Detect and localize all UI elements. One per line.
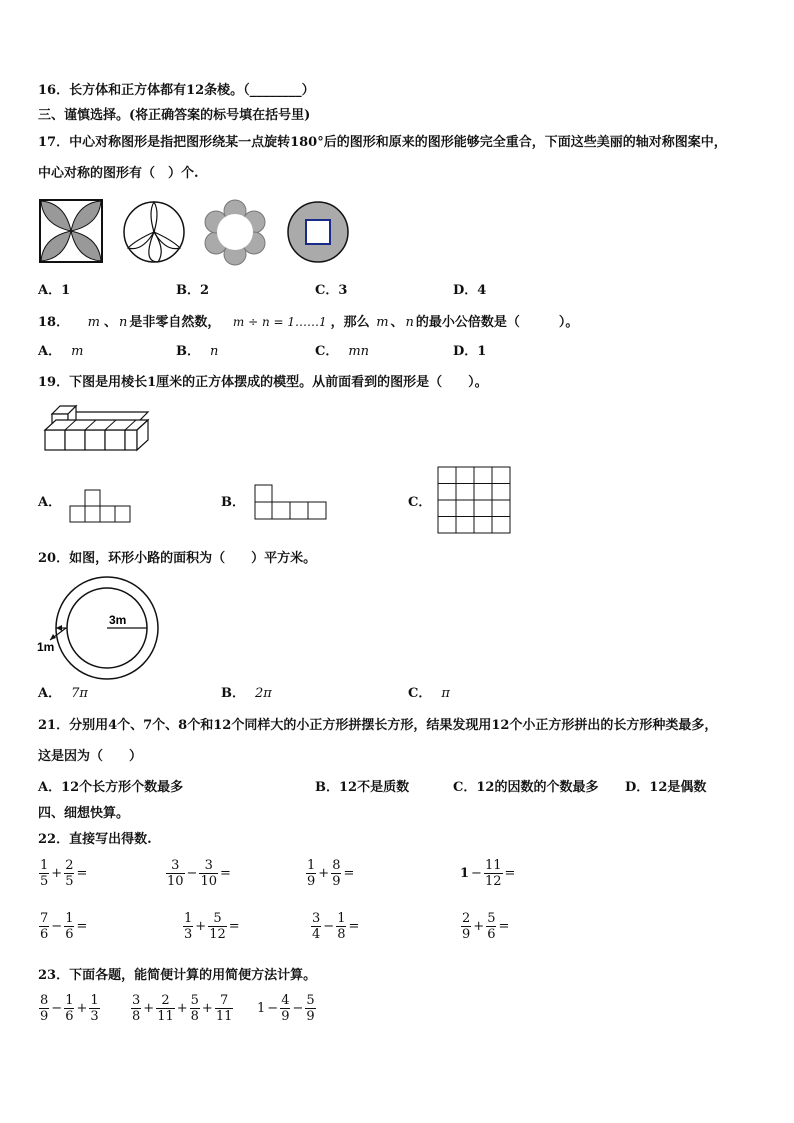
denominator: 9 — [306, 1009, 315, 1024]
numerator: 1 — [65, 993, 74, 1008]
operator: − — [323, 919, 335, 934]
operator: = — [76, 919, 88, 934]
fraction — [131, 993, 141, 1024]
numerator: 7 — [40, 911, 49, 926]
q23-expression-3 — [256, 993, 317, 1024]
section-4-heading: 四、细想快算。 — [38, 806, 130, 821]
denominator: 12 — [209, 927, 226, 942]
operator: = — [504, 866, 516, 881]
denominator: 3 — [90, 1009, 99, 1024]
denominator: 9 — [462, 927, 471, 942]
denominator: 9 — [307, 874, 316, 889]
q17-option-b[interactable]: B．2 — [176, 283, 210, 298]
denominator: 6 — [65, 927, 74, 942]
numerator: 11 — [484, 858, 502, 873]
numerator: 5 — [190, 993, 199, 1008]
q19-option-c[interactable]: C． — [408, 495, 432, 510]
denominator: 3 — [184, 927, 193, 942]
denominator: 9 — [281, 1009, 290, 1024]
operator: = — [220, 866, 231, 881]
q17-option-a[interactable]: A．1 — [38, 283, 71, 298]
denominator: 5 — [65, 874, 74, 889]
section-3-heading: 三、谨慎选择。(将正确答案的标号填在括号里) — [38, 108, 311, 123]
operator: = — [228, 919, 240, 934]
numerator: 1 — [307, 858, 316, 873]
q22-expression-1 — [38, 858, 88, 889]
operator: = — [76, 866, 88, 881]
numerator: 8 — [332, 858, 341, 873]
denominator: 4 — [312, 927, 321, 942]
denominator: 9 — [332, 874, 341, 889]
fraction — [306, 858, 316, 889]
question-18: 18． m 、 n 是非零自然数， m ÷ n = 1……1 ，那么 m 、 n 的最小公倍数是（ ）。 — [38, 315, 579, 330]
q20-option-a[interactable]: A． 7π — [38, 686, 88, 701]
operator: + — [143, 1001, 155, 1016]
q17-option-c[interactable]: C．3 — [315, 283, 348, 298]
denominator: 8 — [337, 927, 346, 942]
operator: − — [267, 1001, 279, 1016]
denominator: 8 — [132, 1009, 141, 1024]
denominator: 6 — [487, 927, 496, 942]
fraction — [39, 993, 49, 1024]
numerator: 7 — [215, 993, 234, 1009]
operator: − — [51, 919, 63, 934]
fraction — [166, 858, 185, 889]
question-17-line2: 中心对称的图形有（ ）个. — [38, 166, 199, 181]
operator: − — [292, 1001, 304, 1016]
q18-option-d[interactable]: D．1 — [453, 344, 487, 359]
question-22: 22．直接写出得数. — [38, 832, 152, 847]
operator: + — [195, 919, 207, 934]
fraction — [311, 911, 321, 942]
denominator: 6 — [40, 927, 49, 942]
fraction — [484, 858, 503, 889]
q22-expression-8 — [460, 911, 510, 942]
q20-option-b[interactable]: B． 2π — [221, 686, 272, 701]
operator: = — [348, 919, 360, 934]
q17-figure-1 — [39, 199, 103, 263]
numerator: 3 — [166, 858, 185, 874]
q21-option-d[interactable]: D．12是偶数 — [625, 780, 707, 795]
operator: − — [51, 1001, 63, 1016]
fraction — [190, 993, 200, 1024]
operator: = — [498, 919, 510, 934]
q21-option-a[interactable]: A．12个长方形个数最多 — [38, 780, 184, 795]
question-16: 16．长方体和正方体都有12条棱。（________） — [38, 83, 315, 98]
fraction — [39, 858, 49, 889]
denominator: 12 — [484, 874, 502, 889]
operator: + — [176, 1001, 188, 1016]
denominator: 8 — [190, 1009, 199, 1024]
denominator: 11 — [215, 1009, 233, 1024]
numerator: 3 — [199, 858, 218, 874]
q19-cube-model — [42, 404, 152, 452]
fraction — [199, 858, 218, 889]
numerator: 3 — [132, 993, 141, 1008]
operator: − — [471, 866, 482, 881]
fraction — [64, 993, 74, 1024]
fraction — [486, 911, 496, 942]
fraction — [156, 993, 175, 1024]
fraction — [64, 911, 74, 942]
numerator: 8 — [40, 993, 49, 1008]
q23-expression-1 — [38, 993, 101, 1024]
q22-expression-5 — [38, 911, 88, 942]
numerator: 2 — [156, 993, 175, 1009]
denominator: 10 — [167, 874, 184, 889]
fraction — [39, 911, 49, 942]
numerator: 1 — [40, 858, 49, 873]
q19-option-c-figure — [437, 466, 511, 534]
q17-figure-3 — [203, 200, 267, 264]
q18-option-a[interactable]: A． m — [38, 344, 84, 359]
fraction — [331, 858, 341, 889]
q19-option-a[interactable]: A． — [38, 495, 62, 510]
numerator: 2 — [462, 911, 471, 926]
operator: + — [318, 866, 330, 881]
operator: + — [473, 919, 485, 934]
q17-figure-2 — [122, 200, 186, 264]
denominator: 6 — [65, 1009, 74, 1024]
q20-inner-radius-label: 3m — [109, 613, 127, 627]
operator: − — [186, 866, 198, 881]
denominator: 5 — [40, 874, 49, 889]
question-17-line1: 17．中心对称图形是指把图形绕某一点旋转180°后的图形和原来的图形能够完全重合，下面这些美丽的轴对称图案中， — [38, 135, 727, 150]
q22-expression-3 — [305, 858, 355, 889]
q19-option-b[interactable]: B． — [221, 495, 245, 510]
question-21-line2: 这是因为（ ） — [38, 749, 143, 764]
q17-option-d[interactable]: D．4 — [453, 283, 487, 298]
operator: 1 — [257, 1001, 266, 1016]
q20-ring-figure — [36, 576, 160, 684]
denominator: 9 — [40, 1009, 49, 1024]
numerator: 4 — [281, 993, 290, 1008]
numerator: 1 — [65, 911, 74, 926]
numerator: 3 — [312, 911, 321, 926]
operator: + — [201, 1001, 213, 1016]
question-20: 20．如图，环形小路的面积为（ ）平方米。 — [38, 551, 317, 566]
q21-option-c[interactable]: C．12的因数的个数最多 — [453, 780, 599, 795]
q22-expression-7 — [310, 911, 360, 942]
fraction — [215, 993, 234, 1024]
fraction — [336, 911, 346, 942]
q22-expression-6 — [182, 911, 241, 942]
operator: + — [76, 1001, 88, 1016]
q19-option-b-figure — [254, 484, 330, 522]
operator: = — [343, 866, 355, 881]
q22-expression-2 — [165, 858, 232, 889]
operator: + — [51, 866, 63, 881]
operator: 1 — [460, 866, 470, 881]
q23-expression-2 — [130, 993, 234, 1024]
question-19: 19．下图是用棱长1厘米的正方体摆成的模型。从前面看到的图形是（ ）。 — [38, 375, 488, 390]
fraction — [183, 911, 193, 942]
fraction — [64, 858, 74, 889]
fraction — [208, 911, 227, 942]
q20-option-c[interactable]: C． π — [408, 686, 450, 701]
numerator: 5 — [306, 993, 315, 1008]
fraction — [305, 993, 315, 1024]
numerator: 1 — [337, 911, 346, 926]
q21-option-b[interactable]: B．12不是质数 — [315, 780, 410, 795]
numerator: 5 — [208, 911, 227, 927]
numerator: 1 — [90, 993, 99, 1008]
q20-ring-width-label: 1m — [37, 640, 55, 654]
fraction — [89, 993, 99, 1024]
q22-expression-4 — [459, 858, 516, 889]
denominator: 10 — [200, 874, 217, 889]
numerator: 5 — [487, 911, 496, 926]
q18-option-b[interactable]: B． n — [176, 344, 219, 359]
fraction — [280, 993, 290, 1024]
question-21-line1: 21．分别用4个、7个、8个和12个同样大的小正方形拼摆长方形，结果发现用12个小正方形拼出的长方形种类最多， — [38, 718, 718, 733]
numerator: 2 — [65, 858, 74, 873]
fraction — [461, 911, 471, 942]
q19-option-a-figure — [70, 489, 132, 523]
denominator: 11 — [157, 1009, 174, 1024]
q17-figure-4 — [286, 200, 350, 264]
question-23: 23．下面各题，能简便计算的用简便方法计算。 — [38, 968, 317, 983]
numerator: 1 — [184, 911, 193, 926]
q18-option-c[interactable]: C． mn — [315, 344, 370, 359]
